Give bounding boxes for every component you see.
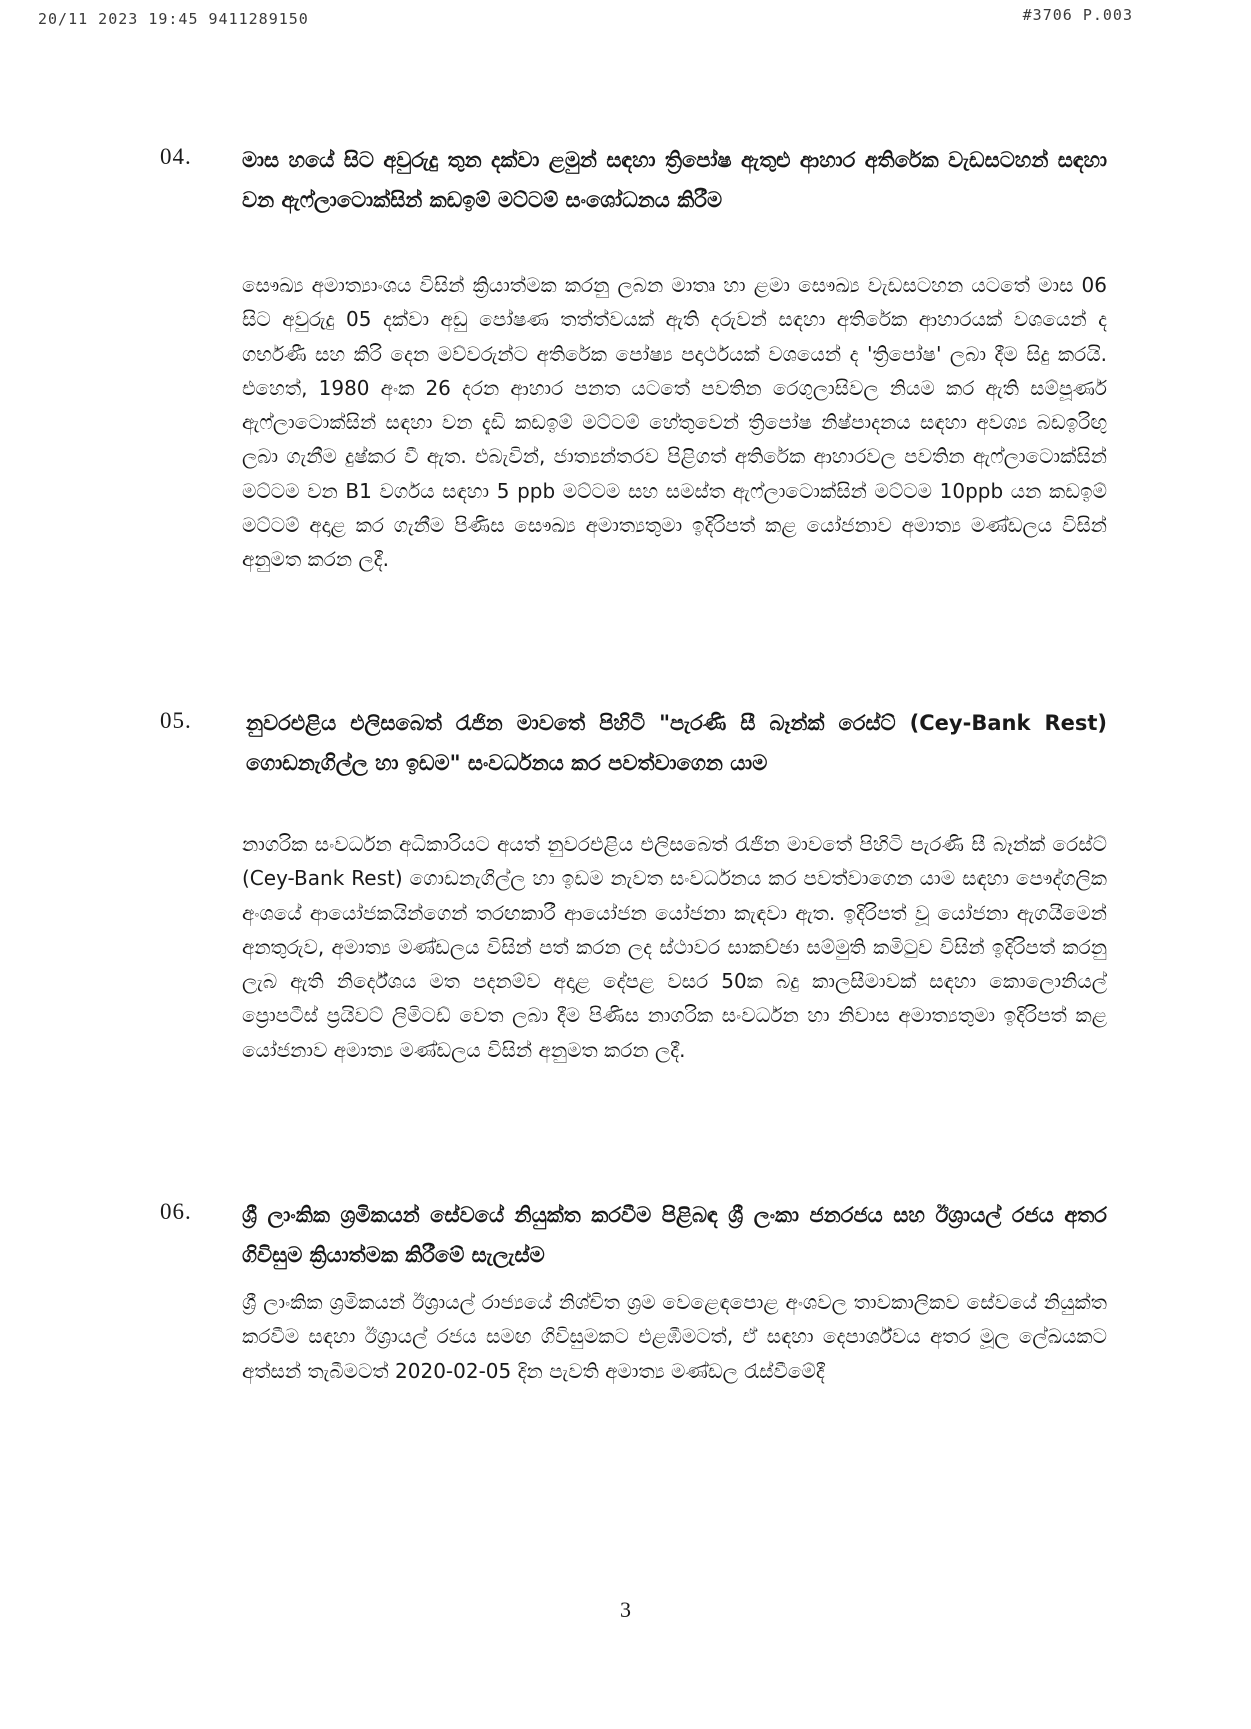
section-number: 04. bbox=[160, 144, 192, 169]
decision-section-05 bbox=[160, 703, 1110, 1173]
section-title: ශ්‍රී ලාංකික ශ්‍රමිකයන් සේවයේ නියුක්ත කරවීම පිළිබඳ ශ්‍රී ලංකා ජනරජය සහ ඊශ්‍රායල් රජය අතර ගිවිසුම ක්‍රියාත්මක කිරීමේ සැලැස්ම bbox=[242, 1203, 1107, 1267]
fax-page-ref: #3706 P.003 bbox=[1022, 6, 1133, 24]
decision-section-06 bbox=[160, 1195, 1110, 1575]
section-title: නුවරඑළිය එලිසබෙත් රැජින මාවතේ පිහිටි "පැරණි සී බෑන්ක් රෙස්ට් (Cey-Bank Rest) ගොඩනැගිල්ල හා ඉඩම" සංවර්ධනය කර පවත්වාගෙන යාම bbox=[246, 711, 1107, 775]
section-body: සෞඛ්‍ය අමාත්‍යාංශය විසින් ක්‍රියාත්මක කරනු ලබන මාතෘ හා ළමා සෞඛ්‍ය වැඩසටහන යටතේ මාස 06 සිට අවුරුදු 05 දක්වා අඩු පෝෂණ තත්ත්වයක් ඇති දරුවන් සඳහා අතිරේක ආහාරයක් වශයෙන් ද ගර්භණී සහ කිරි දෙන මව්වරුන්ට අතිරේක පෝෂ්‍ය පදාර්ථයක් වශයෙන් ද 'ත්‍රිපෝෂ' ලබා දීම සිදු කරයි. එහෙත්, 1980 අංක 26 දරන ආහාර පනත යටතේ පවතින රෙගුලාසිවල නියම කර ඇති සම්පූර්ණ ඇෆ්ලාටොක්සින් සඳහා වන දැඩි කඩඉම් මට්ටම් හේතුවෙන් ත්‍රිපෝෂ නිෂ්පාදනය සඳහා අවශ්‍ය බඩඉරිඟු ලබා ගැනීම දුෂ්කර වී ඇත. එබැවින්, ජාත්‍යන්තරව පිළිගත් අතිරේක ආහාරවල පවතින ඇෆ්ලාටොක්සින් මට්ටම වන B1 වර්ගය සඳහා 5 ppb මට්ටම සහ සමස්ත ඇෆ්ලාටොක්සින් මට්ටම 10ppb යන කඩඉම් මට්ටම් අදාළ කර ගැනීම පිණිස සෞඛ්‍ය අමාත්‍යතුමා ඉදිරිපත් කළ යෝජනාව අමාත්‍ය මණ්ඩලය විසින් අනුමත කරන ලදී. bbox=[242, 273, 1107, 572]
section-number: 05. bbox=[160, 708, 192, 733]
fax-transmission-info: 20/11 2023 19:45 9411289150 bbox=[38, 10, 309, 28]
section-body: ශ්‍රී ලාංකික ශ්‍රමිකයන් ඊශ්‍රායල් රාජ්‍යයේ නිශ්චිත ශ්‍රම වෙළෙඳපොළ අංශවල තාවකාලිකව සේවයේ නියුක්ත කරවීම සඳහා ඊශ්‍රායල් රජය සමඟ ගිවිසුමකට එළඹීමටත්, ඒ සඳහා දෙපාර්ශ්වය අතර මූල ලේඛයකට අත්සන් තැබීමටත් 2020-02-05 දින පැවති අමාත්‍ය මණ්ඩල රැස්වීමේදී bbox=[242, 1290, 1107, 1383]
fax-header bbox=[0, 6, 1251, 34]
section-number: 06. bbox=[160, 1199, 192, 1224]
decision-section-04 bbox=[160, 140, 1110, 680]
section-body: නාගරික සංවර්ධන අධිකාරියට අයත් නුවරඑළිය එලිසබෙත් රැජින මාවතේ පිහිටි පැරණි සී බෑන්ක් රෙස්ට් (Cey-Bank Rest) ගොඩනැගිල්ල හා ඉඩම නැවත සංවර්ධනය කර පවත්වාගෙන යාම සඳහා පෞද්ගලික අංශයේ ආයෝජකයින්ගෙන් තරඟකාරී ආයෝජන යෝජනා කැඳවා ඇත. ඉදිරිපත් වූ යෝජනා ඇගයීමෙන් අනතුරුව, අමාත්‍ය මණ්ඩලය විසින් පත් කරන ලද ස්ථාවර සාකච්ඡා සම්මුති කමිටුව විසින් ඉදිරිපත් කරනු ලැබ ඇති නිර්දේශය මත පදනම්ව අදාළ දේපළ වසර 50ක බදු කාලසීමාවක් සඳහා කොලොනියල් ප්‍රොපටීස් ප්‍රයිවට් ලිමිටඩ් වෙත ලබා දීම පිණිස නාගරික සංවර්ධන හා නිවාස අමාත්‍යතුමා ඉදිරිපත් කළ යෝජනාව අමාත්‍ය මණ්ඩලය විසින් අනුමත කරන ලදී. bbox=[242, 832, 1107, 1062]
page-number: 3 bbox=[620, 1597, 631, 1622]
section-title: මාස හයේ සිට අවුරුදු තුන දක්වා ළමුන් සඳහා ත්‍රිපෝෂ ඇතුළු ආහාර අතිරේක වැඩසටහන් සඳහා වන ඇෆ්ලාටොක්සින් කඩඉම් මට්ටම් සංශෝධනය කිරීම bbox=[242, 148, 1107, 212]
